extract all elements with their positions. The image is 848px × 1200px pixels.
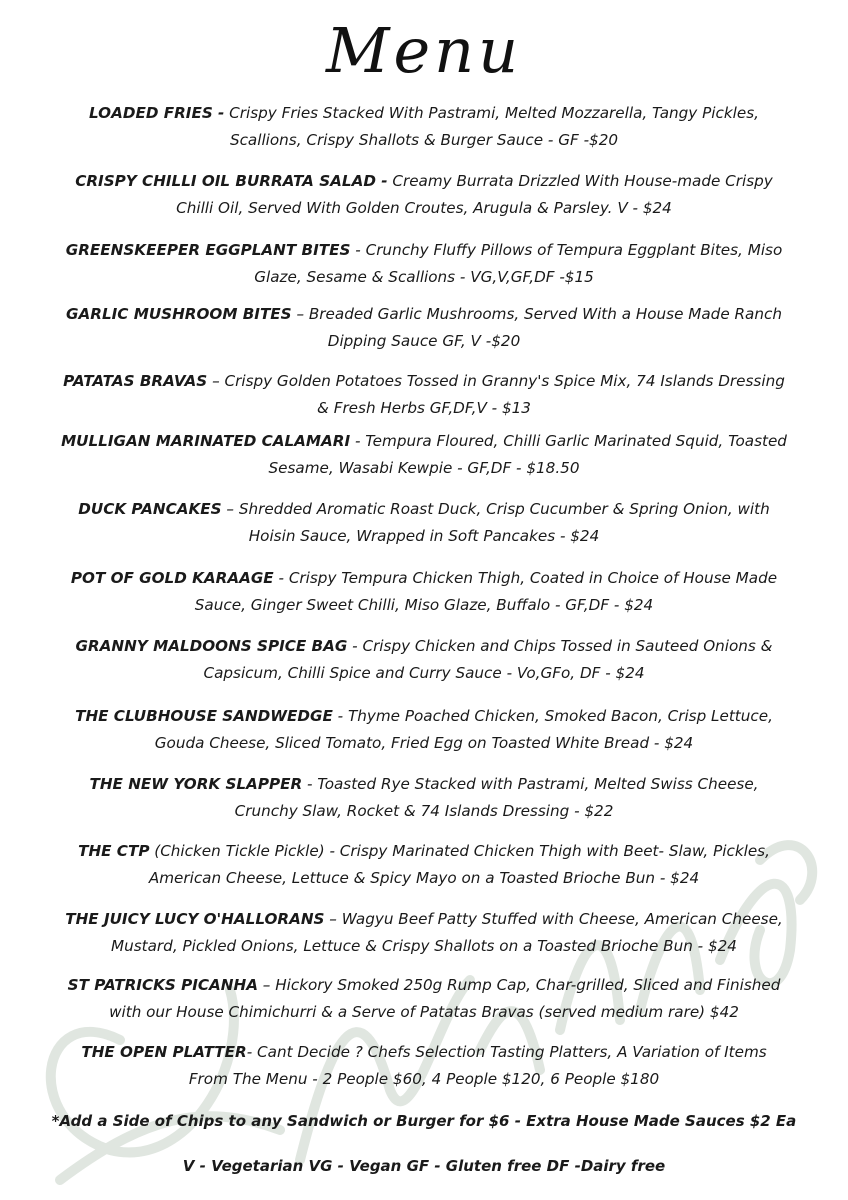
menu-item-description: – Hickory Smoked 250g Rump Cap, Char-grilled, Sliced and Finished with our House Chimichurri & a Serve of Patatas Bravas (served medium rare) $42 bbox=[109, 976, 781, 1021]
sides-note: *Add a Side of Chips to any Sandwich or Burger for $6 - Extra House Made Sauces $2 Ea bbox=[51, 1112, 797, 1130]
menu-item-name: LOADED FRIES - bbox=[89, 104, 225, 122]
menu-item bbox=[60, 168, 788, 222]
menu-item-name: DUCK PANCAKES bbox=[78, 500, 222, 518]
menu-item bbox=[60, 838, 788, 892]
menu-item-description: – Crispy Golden Potatoes Tossed in Granny's Spice Mix, 74 Islands Dressing & Fresh Herbs GF,DF,V - $13 bbox=[207, 372, 785, 417]
menu-item bbox=[60, 1039, 788, 1093]
menu-item-name: THE CTP bbox=[78, 842, 150, 860]
menu-item-description: Creamy Burrata Drizzled With House-made Crispy Chilli Oil, Served With Golden Croutes, Arugula & Parsley. V - $24 bbox=[176, 172, 773, 217]
menu-item-description: - Tempura Floured, Chilli Garlic Marinated Squid, Toasted Sesame, Wasabi Kewpie - GF,DF - $18.50 bbox=[268, 432, 787, 477]
menu-item-name: THE CLUBHOUSE SANDWEDGE bbox=[75, 707, 333, 725]
menu-item-description: Crispy Fries Stacked With Pastrami, Melted Mozzarella, Tangy Pickles, Scallions, Crispy Shallots & Burger Sauce - GF -$20 bbox=[224, 104, 759, 149]
menu-item-name: ST PATRICKS PICANHA bbox=[67, 976, 258, 994]
menu-item bbox=[60, 703, 788, 757]
menu-item-description: – Breaded Garlic Mushrooms, Served With a House Made Ranch Dipping Sauce GF, V -$20 bbox=[291, 305, 782, 350]
menu-item-description: – Wagyu Beef Patty Stuffed with Cheese, American Cheese, Mustard, Pickled Onions, Lettuce & Crispy Shallots on a Toasted Brioche Bun - $24 bbox=[111, 910, 783, 955]
menu-item-name: THE JUICY LUCY O'HALLORANS bbox=[65, 910, 325, 928]
menu-item-name: GREENSKEEPER EGGPLANT BITES bbox=[65, 241, 351, 259]
menu-title: Menu bbox=[325, 14, 523, 87]
menu-item bbox=[60, 906, 788, 960]
menu-item bbox=[60, 565, 788, 619]
menu-item bbox=[60, 771, 788, 825]
menu-item bbox=[60, 237, 788, 291]
menu-item-name: MULLIGAN MARINATED CALAMARI bbox=[61, 432, 351, 450]
menu-item-name: POT OF GOLD KARAAGE bbox=[70, 569, 274, 587]
menu-item-name: THE OPEN PLATTER bbox=[81, 1043, 247, 1061]
menu-item bbox=[60, 301, 788, 355]
menu-item bbox=[60, 100, 788, 154]
menu-item-description: - Cant Decide ? Chefs Selection Tasting Platters, A Variation of Items From The Menu - 2 People $60, 4 People $120, 6 People $180 bbox=[188, 1043, 767, 1088]
menu-item-name: PATATAS BRAVAS bbox=[63, 372, 208, 390]
menu-item-description: - Crispy Tempura Chicken Thigh, Coated in Choice of House Made Sauce, Ginger Sweet Chilli, Miso Glaze, Buffalo - GF,DF - $24 bbox=[194, 569, 778, 614]
menu-item bbox=[60, 368, 788, 422]
menu-item-name: GRANNY MALDOONS SPICE BAG bbox=[75, 637, 348, 655]
menu-item-description: - Crunchy Fluffy Pillows of Tempura Eggplant Bites, Miso Glaze, Sesame & Scallions - VG,V,GF,DF -$15 bbox=[254, 241, 783, 286]
menu-item-name: CRISPY CHILLI OIL BURRATA SALAD - bbox=[75, 172, 388, 190]
menu-item bbox=[60, 633, 788, 687]
menu-item-description: - Toasted Rye Stacked with Pastrami, Melted Swiss Cheese, Crunchy Slaw, Rocket & 74 Islands Dressing - $22 bbox=[234, 775, 759, 820]
menu-item-description: (Chicken Tickle Pickle) - Crispy Marinated Chicken Thigh with Beet- Slaw, Pickles, American Cheese, Lettuce & Spicy Mayo on a Toasted Brioche Bun - $24 bbox=[148, 842, 770, 887]
dietary-legend: V - Vegetarian VG - Vegan GF - Gluten free DF -Dairy free bbox=[182, 1157, 666, 1175]
menu-item-name: THE NEW YORK SLAPPER bbox=[89, 775, 303, 793]
menu-item-name: GARLIC MUSHROOM BITES bbox=[66, 305, 292, 323]
menu-item-description: - Crispy Chicken and Chips Tossed in Sauteed Onions & Capsicum, Chilli Spice and Curry Sauce - Vo,GFo, DF - $24 bbox=[203, 637, 773, 682]
menu-item bbox=[60, 496, 788, 550]
menu-item bbox=[60, 972, 788, 1026]
menu-item bbox=[60, 428, 788, 482]
menu-item-description: - Thyme Poached Chicken, Smoked Bacon, Crisp Lettuce, Gouda Cheese, Sliced Tomato, Fried Egg on Toasted White Bread - $24 bbox=[154, 707, 773, 752]
menu-item-description: – Shredded Aromatic Roast Duck, Crisp Cucumber & Spring Onion, with Hoisin Sauce, Wrapped in Soft Pancakes - $24 bbox=[221, 500, 770, 545]
